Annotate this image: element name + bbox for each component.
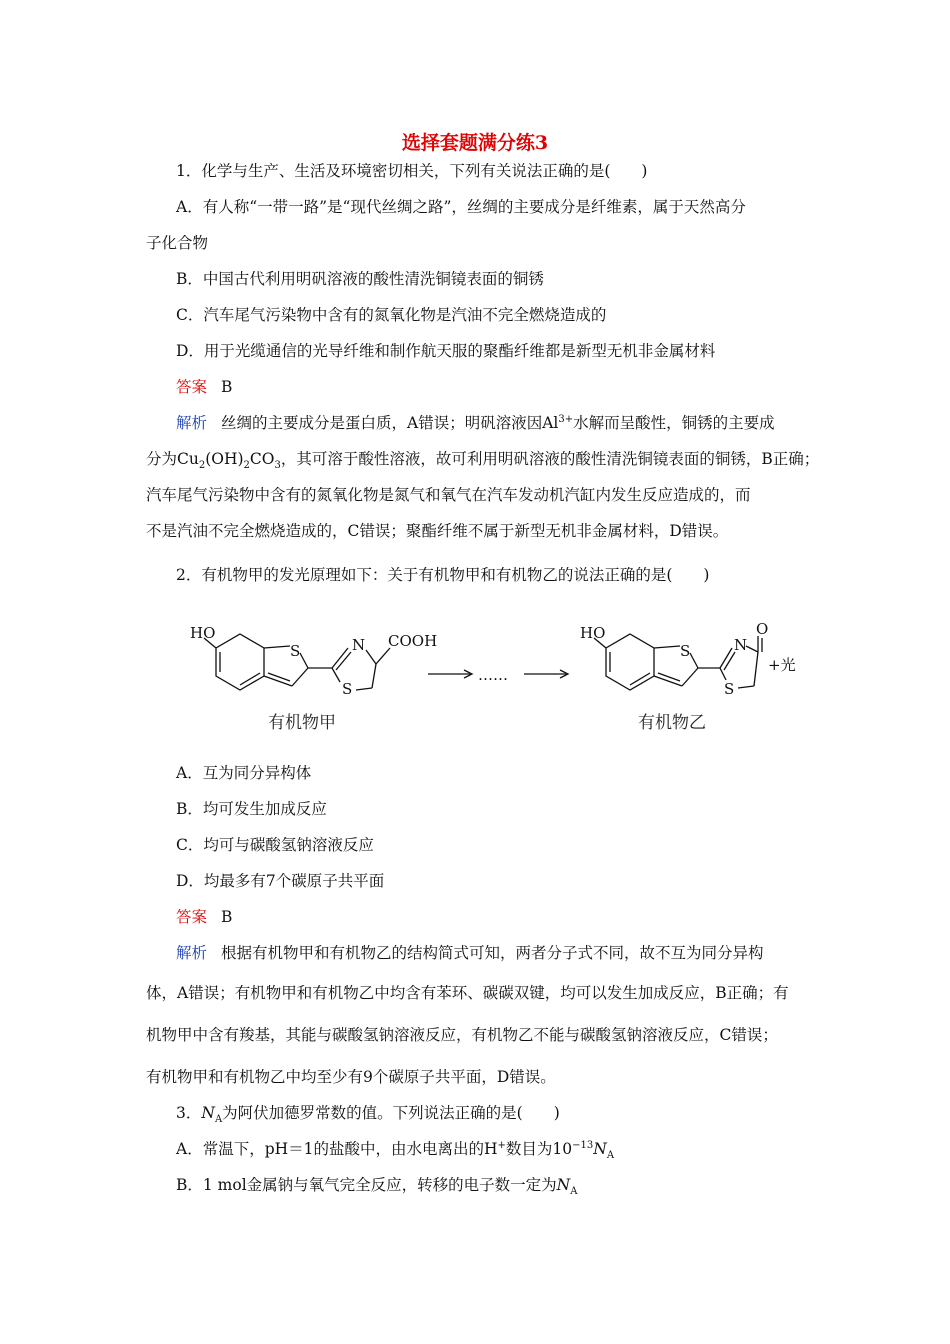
bond xyxy=(754,652,758,686)
q1-option-b: B．中国古代利用明矾溶液的酸性清洗铜镜表面的铜锈 xyxy=(176,270,544,288)
q1-analysis-line-2 xyxy=(146,448,819,470)
q1-analysis-line-1 xyxy=(176,412,775,434)
answer-value: B xyxy=(221,378,233,396)
question-number: 3． xyxy=(176,1104,202,1122)
q2-option-b: B．均可发生加成反应 xyxy=(176,800,327,818)
answer-label: 答案 xyxy=(176,378,208,396)
benzene-ring-left xyxy=(216,634,264,690)
bond xyxy=(356,688,372,690)
right-caption: 有机物乙 xyxy=(638,713,706,733)
double-bond xyxy=(630,673,650,685)
q1-option-a-cont: 子化合物 xyxy=(146,234,209,252)
bond xyxy=(292,668,308,686)
analysis-text: 根据有机物甲和有机物乙的结构简式可知，两者分子式不同，故不互为同分异构 xyxy=(221,944,764,962)
bond xyxy=(738,686,754,688)
q2-analysis-line-2: 体，A错误；有机物甲和有机物乙中均含有苯环、碳碳双键，均可以发生加成反应，B正确；有 xyxy=(146,984,789,1002)
q1-option-c: C．汽车尾气污染物中含有的氮氧化物是汽油不完全燃烧造成的 xyxy=(176,306,607,324)
arrow-dots: …… xyxy=(478,666,508,684)
analysis-label: 解析 xyxy=(176,414,208,432)
bond xyxy=(366,650,376,664)
q1-analysis-line-3: 汽车尾气污染物中含有的氮氧化物是氮气和氧气在汽车发动机汽缸内发生反应造成的，而 xyxy=(146,486,751,504)
left-s1-label: S xyxy=(290,642,301,660)
analysis-text: 丝绸的主要成分是蛋白质，A错误；明矾溶液因Al xyxy=(221,414,559,432)
q2-analysis-line-3: 机物甲中含有羧基，其能与碳酸氢钠溶液反应，有机物乙不能与碳酸氢钠溶液反应，C错误； xyxy=(146,1026,778,1044)
q1-option-a: A．有人称“一带一路”是“现代丝绸之路”，丝绸的主要成分是纤维素，属于天然高分 xyxy=(176,198,746,216)
q2-option-a: A．互为同分异构体 xyxy=(176,764,312,782)
analysis-text: ，其可溶于酸性溶液，故可利用明矾溶液的酸性清洗铜镜表面的铜锈，B正确； xyxy=(280,450,820,468)
option-text: A．常温下，pH＝1的盐酸中，由水电离出的H xyxy=(176,1140,498,1158)
double-bond xyxy=(658,673,680,681)
q1-stem: 1．化学与生产、生活及环境密切相关，下列有关说法正确的是( ) xyxy=(176,162,648,180)
left-caption: 有机物甲 xyxy=(268,713,336,733)
q2-stem: 2．有机物甲的发光原理如下：关于有机物甲和有机物乙的说法正确的是( ) xyxy=(176,566,710,584)
q3-option-a xyxy=(176,1138,614,1160)
bond xyxy=(264,676,292,686)
double-bond xyxy=(268,673,290,681)
analysis-label: 解析 xyxy=(176,944,208,962)
q1-option-d: D．用于光缆通信的光导纤维和制作航天服的聚酯纤维都是新型无机非金属材料 xyxy=(176,342,716,360)
analysis-text: (OH) xyxy=(205,450,244,468)
bond xyxy=(372,664,376,688)
subscript: A xyxy=(606,1150,615,1162)
analysis-text: CO xyxy=(249,450,275,468)
bond xyxy=(690,653,698,668)
subscript: 2 xyxy=(198,460,206,472)
answer-value: B xyxy=(221,908,233,926)
page-title: 选择套题满分练3 xyxy=(401,132,549,154)
q2-option-d: D．均最多有7个碳原子共平面 xyxy=(176,872,385,890)
subscript: A xyxy=(570,1186,578,1198)
bond xyxy=(720,648,732,668)
bond xyxy=(746,646,758,652)
avogadro-symbol: N xyxy=(556,1176,571,1194)
subscript: A xyxy=(214,1114,223,1126)
double-bond xyxy=(724,652,735,670)
bond xyxy=(332,668,340,682)
right-o-label: O xyxy=(756,620,769,638)
subscript: 3 xyxy=(274,460,281,472)
superscript: −13 xyxy=(572,1139,594,1151)
right-s1-label: S xyxy=(680,642,691,660)
left-s2-label: S xyxy=(342,680,353,698)
subscript: 2 xyxy=(243,460,250,472)
left-cooh-label: COOH xyxy=(388,632,438,650)
plus-light-label: +光 xyxy=(768,656,796,674)
bond xyxy=(300,653,308,668)
answer-label: 答案 xyxy=(176,908,208,926)
cooh-bond xyxy=(376,648,390,664)
left-n-label: N xyxy=(352,636,366,654)
q2-answer xyxy=(176,906,232,928)
bond xyxy=(682,668,698,686)
left-oh-label: HO xyxy=(190,624,216,642)
q2-analysis-line-4: 有机物甲和有机物乙中均至少有9个碳原子共平面，D错误。 xyxy=(146,1068,556,1086)
q1-analysis-line-4: 不是汽油不完全燃烧造成的，C错误；聚酯纤维不属于新型无机非金属材料，D错误。 xyxy=(146,522,729,540)
bond xyxy=(720,668,726,680)
double-bond xyxy=(240,673,260,685)
question-text: 为阿伏加德罗常数的值。下列说法正确的是( ) xyxy=(222,1104,560,1122)
bond xyxy=(654,646,680,648)
avogadro-symbol: N xyxy=(201,1104,215,1122)
superscript: 3+ xyxy=(558,413,574,425)
superscript: + xyxy=(497,1139,506,1151)
avogadro-symbol: N xyxy=(593,1140,607,1158)
option-text: 数目为10 xyxy=(505,1140,573,1158)
q2-analysis-line-1 xyxy=(176,942,764,964)
right-oh-label: HO xyxy=(580,624,606,642)
right-s2-label: S xyxy=(724,680,735,698)
reaction-scheme xyxy=(180,608,820,758)
q2-option-c: C．均可与碳酸氢钠溶液反应 xyxy=(176,836,374,854)
right-n-label: N xyxy=(734,636,748,654)
bond xyxy=(654,676,682,686)
analysis-text: 分为Cu xyxy=(146,450,199,468)
option-text: B．1 mol金属钠与氧气完全反应，转移的电子数一定为 xyxy=(176,1176,557,1194)
analysis-text: 水解而呈酸性，铜锈的主要成 xyxy=(573,414,775,432)
q3-stem xyxy=(176,1102,560,1124)
bond xyxy=(264,646,290,648)
q1-answer xyxy=(176,376,232,398)
q3-option-b xyxy=(176,1174,577,1196)
benzene-ring-right xyxy=(606,634,654,690)
